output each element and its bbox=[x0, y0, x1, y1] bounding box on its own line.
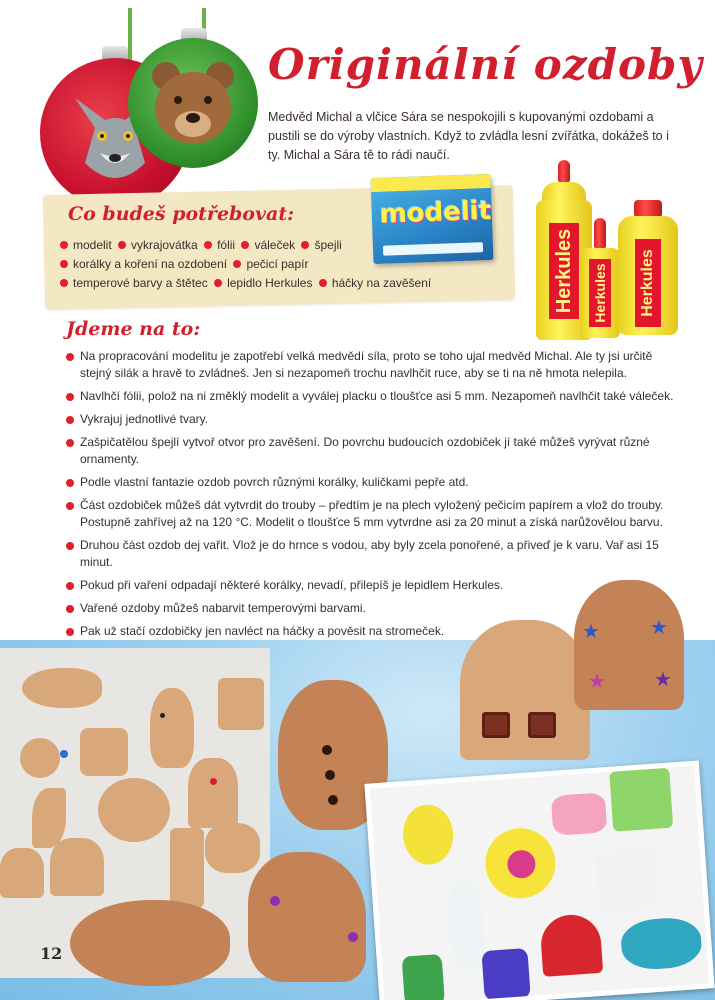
intro-paragraph: Medvěd Michal a vlčice Sára se nespokojili s kupovanými ozdobami a pustili se do výroby vlastních. Když to zvládla lesní zvířátka, dokážeš to i ty. Michal a Sára tě to rádi naučí. bbox=[268, 110, 669, 162]
step-item: Vařené ozdoby můžeš nabarvit temperovými barvami. bbox=[66, 600, 686, 617]
painted-ornaments-photo bbox=[364, 761, 714, 1000]
bullet-icon bbox=[60, 241, 68, 249]
material-item: váleček bbox=[254, 238, 296, 252]
material-item: fólii bbox=[217, 238, 236, 252]
bullet-icon bbox=[60, 260, 68, 268]
page-number: 12 bbox=[40, 944, 63, 963]
bullet-icon bbox=[241, 241, 249, 249]
step-item: Druhou část ozdob dej vařit. Vlož je do hrnce s vodou, aby byly zcela ponořené, a přiveď je k varu. Vař asi 15 minut. bbox=[66, 537, 686, 571]
bullet-icon bbox=[118, 241, 126, 249]
modelit-box-photo bbox=[371, 174, 494, 264]
bullet-icon bbox=[233, 260, 241, 268]
materials-row bbox=[60, 274, 480, 293]
bear-ornament bbox=[128, 38, 258, 168]
modelit-logo: modelit bbox=[379, 195, 492, 230]
step-item: Vykrajuj jednotlivé tvary. bbox=[66, 411, 686, 428]
step-item: Pak už stačí ozdobičky jen navléct na háčky a pověsit na stromeček. bbox=[66, 623, 686, 640]
bullet-icon bbox=[214, 279, 222, 287]
material-item: špejli bbox=[314, 238, 342, 252]
material-item: temperové barvy a štětec bbox=[73, 276, 208, 290]
step-item: Navlhčí fólii, polož na ni změklý modelit a vyválej placku o tloušťce asi 5 mm. Nezapomeň navlhčit také váleček. bbox=[66, 388, 686, 405]
bullet-icon bbox=[319, 279, 327, 287]
bear-face-icon bbox=[128, 38, 258, 168]
material-item: korálky a koření na ozdobení bbox=[73, 257, 228, 271]
bullet-icon bbox=[301, 241, 309, 249]
character-ornaments bbox=[20, 8, 260, 208]
bullet-icon bbox=[204, 241, 212, 249]
material-item: modelit bbox=[73, 238, 112, 252]
material-item: háčky na zavěšení bbox=[331, 276, 432, 290]
steps-heading: Jdeme na to: bbox=[66, 318, 201, 340]
step-item: Zašpičatělou špejlí vytvoř otvor pro zavěšení. Do povrchu budoucích ozdobiček jí také můžeš vyrývat různé ornamenty. bbox=[66, 434, 686, 468]
materials-heading: Co budeš potřebovat: bbox=[68, 203, 295, 225]
glue-bottle-tub bbox=[618, 200, 678, 335]
glue-bottle-small bbox=[580, 218, 620, 338]
page-title: Originální ozdoby bbox=[268, 40, 703, 89]
glue-label: Herkules bbox=[635, 239, 661, 327]
bullet-icon bbox=[60, 279, 68, 287]
glue-label: Herkules bbox=[549, 223, 579, 319]
material-item: pečicí papír bbox=[246, 257, 309, 271]
step-item: Část ozdobiček můžeš dát vytvrdit do trouby – předtím je na plech vyložený pečicím papírem a vlož do trouby. Postupně zahřívej až na 120 °C. Modelit o tloušťce 5 mm vytvrdne asi za 20 minut a získá narůžovělou barvu. bbox=[66, 497, 686, 531]
step-item: Pokud při vaření odpadají některé korálky, nevadí, přilepíš je lepidlem Herkules. bbox=[66, 577, 686, 594]
step-item: Na propracování modelitu je zapotřebí velká medvědí síla, proto se toho ujal medvěd Michal. Ale ty jsi určitě stejný silák a hravě to zvládneš. Jen si nezapomeň trochu navlhčit ruce, aby se ti na ně hmota nelepila. bbox=[66, 348, 686, 382]
step-item: Podle vlastní fantazie ozdob povrch různými korálky, kuličkami pepře atd. bbox=[66, 474, 686, 491]
material-item: vykrajovátka bbox=[131, 238, 198, 252]
glue-label: Herkules bbox=[589, 259, 611, 327]
material-item: lepidlo Herkules bbox=[227, 276, 313, 290]
